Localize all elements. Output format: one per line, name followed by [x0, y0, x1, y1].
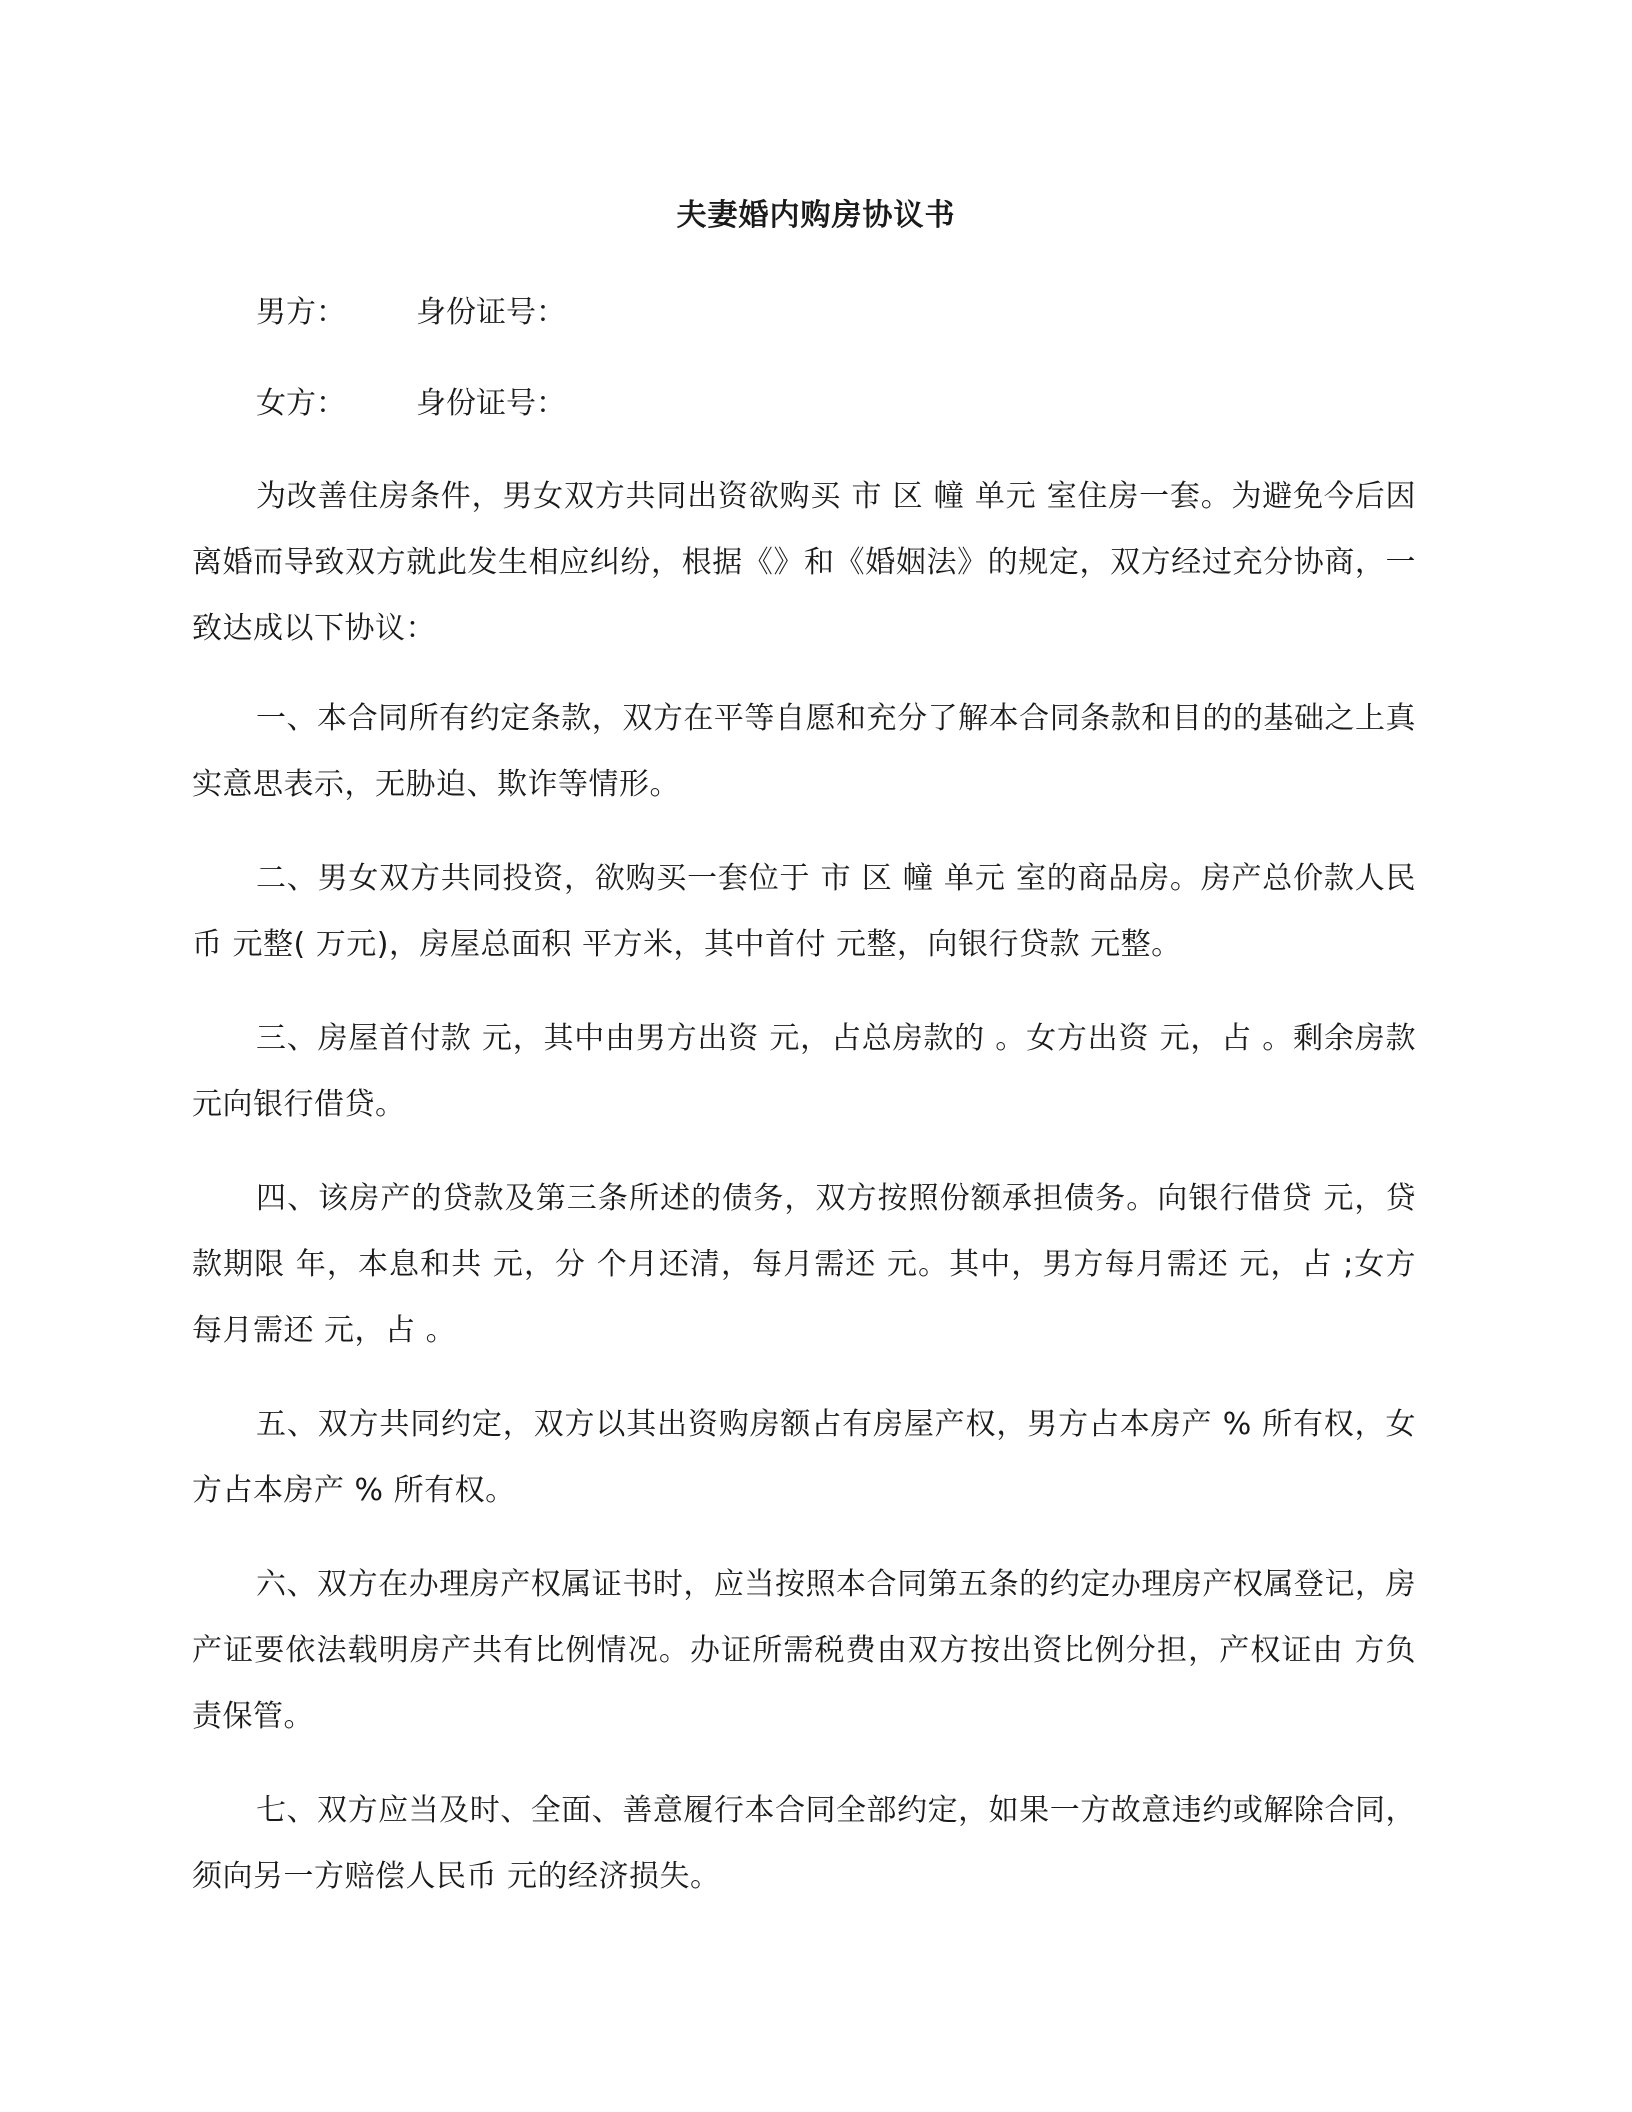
male-party-line [256, 293, 566, 333]
intro-paragraph: 为改善住房条件，男女双方共同出资欲购买 市 区 幢 单元 室住房一套。为避免今后因离婚而导致双方就此发生相应纠纷，根据《》和《婚姻法》的规定，双方经过充分协商，一致达成以下协议： [192, 479, 1416, 646]
clause-7: 七、双方应当及时、全面、善意履行本合同全部约定，如果一方故意违约或解除合同，须向另一方赔偿人民币 元的经济损失。 [192, 1793, 1416, 1894]
clause-2: 二、男女双方共同投资，欲购买一套位于 市 区 幢 单元 室的商品房。房产总价款人民币 元整( 万元)，房屋总面积 平方米，其中首付 元整，向银行贷款 元整。 [192, 861, 1416, 962]
clause-6: 六、双方在办理房产权属证书时，应当按照本合同第五条的约定办理房产权属登记，房产证要依法载明房产共有比例情况。办证所需税费由双方按出资比例分担，产权证由 方负责保管。 [192, 1567, 1416, 1734]
clause-3: 三、房屋首付款 元，其中由男方出资 元，占总房款的 。女方出资 元，占 。剩余房款 元向银行借贷。 [192, 1021, 1416, 1122]
female-id-label: 身份证号： [416, 386, 566, 421]
female-label: 女方： [256, 386, 346, 421]
male-id-label: 身份证号： [416, 295, 566, 330]
clause-1: 一、本合同所有约定条款，双方在平等自愿和充分了解本合同条款和目的的基础之上真实意思表示，无胁迫、欺诈等情形。 [192, 701, 1416, 802]
clause-5: 五、双方共同约定，双方以其出资购房额占有房屋产权，男方占本房产 % 所有权，女方占本房产 % 所有权。 [192, 1407, 1416, 1508]
male-label: 男方： [256, 295, 346, 330]
document-title: 夫妻婚内购房协议书 [676, 198, 956, 233]
clause-4: 四、该房产的贷款及第三条所述的债务，双方按照份额承担债务。向银行借贷 元，贷款期限 年，本息和共 元，分 个月还清，每月需还 元。其中，男方每月需还 元，占 ;女方每月需还 元，占 。 [192, 1181, 1416, 1348]
female-party-line [256, 384, 566, 424]
